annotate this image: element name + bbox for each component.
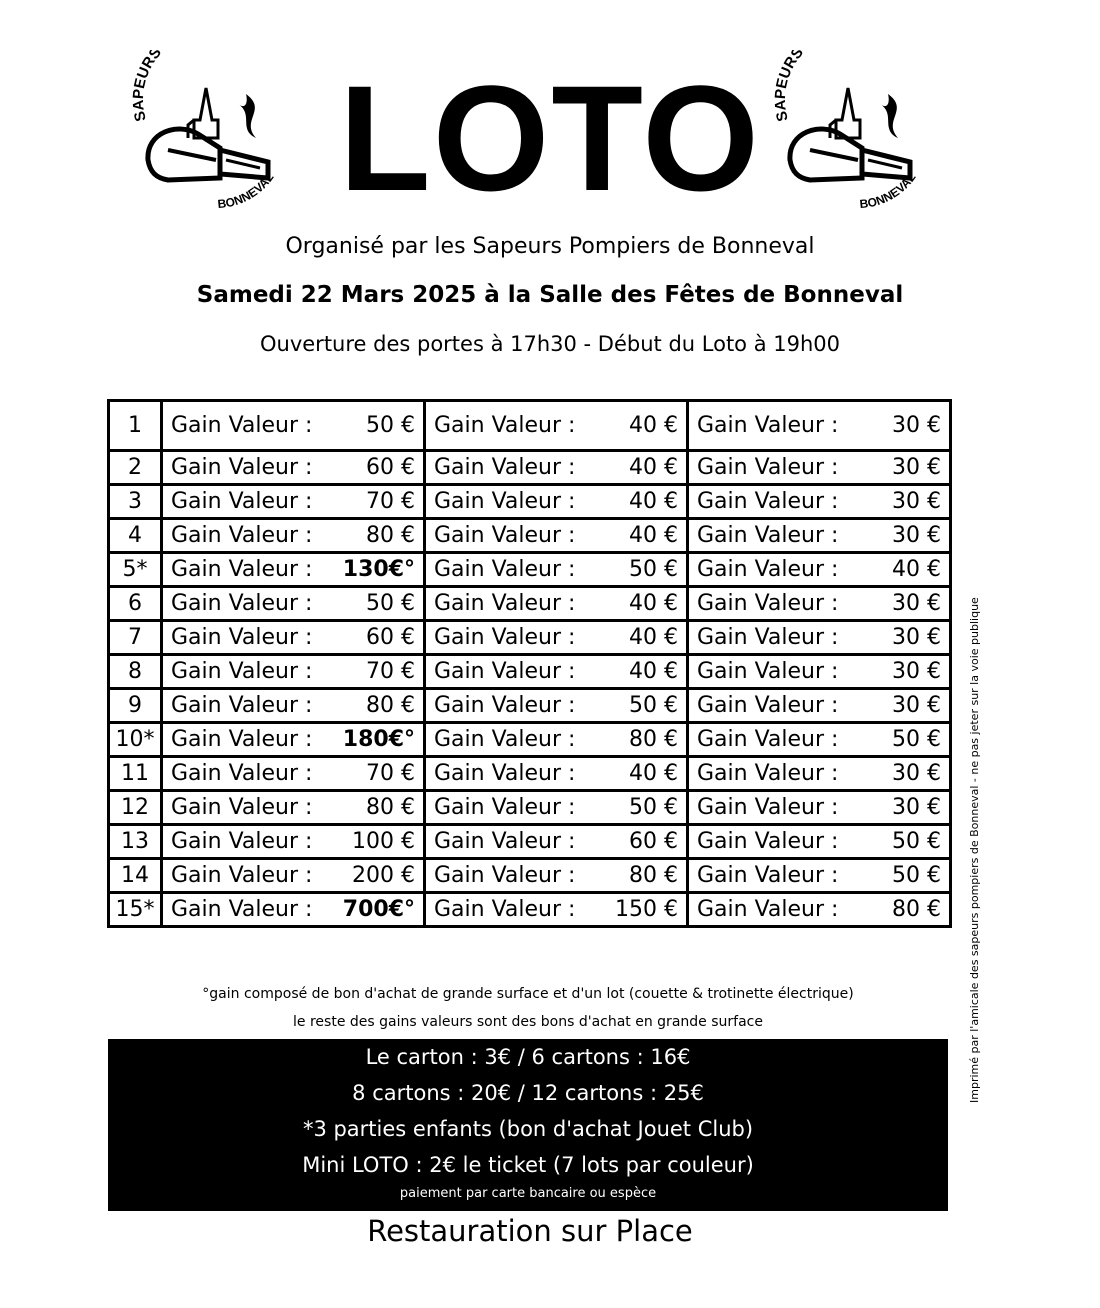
gain-label: Gain Valeur :	[171, 413, 313, 438]
prize-cell	[688, 401, 951, 451]
gain-amount: 50 €	[629, 693, 678, 718]
round-number: 2	[109, 451, 162, 485]
gain-amount: 80 €	[366, 523, 415, 548]
prize-row	[109, 621, 951, 655]
prize-cell	[162, 451, 425, 485]
prize-cell	[425, 893, 688, 927]
round-number: 3	[109, 485, 162, 519]
page-title: LOTO	[339, 54, 761, 222]
gain-label: Gain Valeur :	[697, 727, 839, 752]
gain-label: Gain Valeur :	[697, 455, 839, 480]
prize-cell	[688, 757, 951, 791]
prize-row	[109, 825, 951, 859]
gain-amount: 70 €	[366, 659, 415, 684]
gain-amount: 40 €	[629, 523, 678, 548]
gain-amount: 70 €	[366, 761, 415, 786]
gain-amount: 40 €	[629, 761, 678, 786]
prize-cell	[425, 655, 688, 689]
gain-label: Gain Valeur :	[434, 489, 576, 514]
prize-cell	[688, 791, 951, 825]
price-line: Le carton : 3€ / 6 cartons : 16€	[365, 1045, 691, 1069]
prize-cell	[688, 621, 951, 655]
catering-footer: Restauration sur Place	[367, 1214, 693, 1248]
prize-cell	[162, 553, 425, 587]
gain-label: Gain Valeur :	[434, 625, 576, 650]
gain-label: Gain Valeur :	[434, 591, 576, 616]
prize-row	[109, 451, 951, 485]
prize-table	[107, 399, 952, 928]
gain-label: Gain Valeur :	[171, 795, 313, 820]
gain-label: Gain Valeur :	[434, 897, 576, 922]
prize-cell	[425, 859, 688, 893]
gain-label: Gain Valeur :	[434, 727, 576, 752]
prize-row	[109, 655, 951, 689]
price-line: 8 cartons : 20€ / 12 cartons : 25€	[352, 1081, 704, 1105]
gain-amount: 30 €	[892, 413, 941, 438]
prize-cell	[162, 621, 425, 655]
gain-amount: 80 €	[366, 795, 415, 820]
gain-amount: 30 €	[892, 591, 941, 616]
prize-cell	[688, 859, 951, 893]
gain-label: Gain Valeur :	[434, 455, 576, 480]
round-number: 7	[109, 621, 162, 655]
prize-cell	[162, 757, 425, 791]
gain-label: Gain Valeur :	[697, 863, 839, 888]
round-number: 12	[109, 791, 162, 825]
gain-label: Gain Valeur :	[434, 795, 576, 820]
gain-amount: 30 €	[892, 625, 941, 650]
gain-label: Gain Valeur :	[434, 523, 576, 548]
gain-amount: 80 €	[629, 727, 678, 752]
prize-cell	[425, 621, 688, 655]
price-line: *3 parties enfants (bon d'achat Jouet Club)	[302, 1117, 754, 1141]
gain-amount: 40 €	[629, 591, 678, 616]
prize-cell	[425, 723, 688, 757]
gain-amount: 130€°	[342, 557, 415, 582]
round-number: 4	[109, 519, 162, 553]
prize-cell	[688, 689, 951, 723]
gain-label: Gain Valeur :	[697, 489, 839, 514]
gain-amount: 30 €	[892, 795, 941, 820]
gain-amount: 50 €	[629, 557, 678, 582]
prize-cell	[162, 791, 425, 825]
round-number: 8	[109, 655, 162, 689]
gain-label: Gain Valeur :	[171, 557, 313, 582]
prize-row	[109, 519, 951, 553]
prize-cell	[162, 401, 425, 451]
prize-cell	[688, 893, 951, 927]
gain-amount: 150 €	[615, 897, 678, 922]
gain-label: Gain Valeur :	[171, 489, 313, 514]
prize-footnote: le reste des gains valeurs sont des bons d'achat en grande surface	[293, 1014, 763, 1030]
prize-cell	[688, 485, 951, 519]
gain-amount: 80 €	[892, 897, 941, 922]
logo-bottom-text: BONNEVAL	[216, 170, 277, 210]
prize-cell	[162, 723, 425, 757]
gain-amount: 60 €	[366, 625, 415, 650]
prize-cell	[162, 859, 425, 893]
gain-label: Gain Valeur :	[697, 659, 839, 684]
prize-cell	[688, 553, 951, 587]
gain-amount: 40 €	[629, 625, 678, 650]
prize-cell	[425, 689, 688, 723]
gain-amount: 100 €	[352, 829, 415, 854]
prize-row	[109, 553, 951, 587]
prize-cell	[688, 723, 951, 757]
event-hours-line: Ouverture des portes à 17h30 - Début du Loto à 19h00	[260, 332, 840, 356]
prize-cell	[688, 825, 951, 859]
gain-label: Gain Valeur :	[434, 413, 576, 438]
gain-label: Gain Valeur :	[434, 829, 576, 854]
gain-amount: 40 €	[629, 455, 678, 480]
gain-label: Gain Valeur :	[697, 591, 839, 616]
prize-row	[109, 689, 951, 723]
round-number: 13	[109, 825, 162, 859]
gain-label: Gain Valeur :	[434, 659, 576, 684]
prize-cell	[688, 587, 951, 621]
round-number: 9	[109, 689, 162, 723]
gain-amount: 30 €	[892, 693, 941, 718]
gain-amount: 80 €	[366, 693, 415, 718]
round-number: 5*	[109, 553, 162, 587]
gain-label: Gain Valeur :	[697, 693, 839, 718]
prize-cell	[688, 451, 951, 485]
logo-bottom-text: BONNEVAL	[858, 170, 919, 210]
gain-amount: 50 €	[629, 795, 678, 820]
gain-label: Gain Valeur :	[697, 523, 839, 548]
gain-amount: 50 €	[366, 591, 415, 616]
prize-cell	[688, 655, 951, 689]
prize-cell	[162, 825, 425, 859]
gain-label: Gain Valeur :	[171, 659, 313, 684]
event-date-line: Samedi 22 Mars 2025 à la Salle des Fêtes de Bonneval	[196, 282, 904, 308]
payment-note: paiement par carte bancaire ou espèce	[399, 1186, 657, 1201]
gain-label: Gain Valeur :	[171, 897, 313, 922]
prize-cell	[162, 519, 425, 553]
gain-amount: 60 €	[629, 829, 678, 854]
prize-cell	[425, 401, 688, 451]
gain-label: Gain Valeur :	[434, 693, 576, 718]
gain-label: Gain Valeur :	[171, 863, 313, 888]
gain-amount: 30 €	[892, 659, 941, 684]
gain-amount: 50 €	[366, 413, 415, 438]
prize-cell	[425, 519, 688, 553]
price-box	[108, 1039, 948, 1211]
prize-cell	[162, 485, 425, 519]
gain-label: Gain Valeur :	[697, 625, 839, 650]
round-number: 15*	[109, 893, 162, 927]
prize-cell	[425, 825, 688, 859]
gain-amount: 70 €	[366, 489, 415, 514]
gain-label: Gain Valeur :	[171, 761, 313, 786]
round-number: 6	[109, 587, 162, 621]
gain-amount: 60 €	[366, 455, 415, 480]
prize-row	[109, 723, 951, 757]
prize-cell	[162, 893, 425, 927]
gain-amount: 50 €	[892, 829, 941, 854]
prize-cell	[162, 587, 425, 621]
gain-label: Gain Valeur :	[697, 413, 839, 438]
gain-amount: 50 €	[892, 863, 941, 888]
prize-cell	[425, 757, 688, 791]
prize-row	[109, 893, 951, 927]
gain-amount: 40 €	[892, 557, 941, 582]
gain-amount: 200 €	[352, 863, 415, 888]
gain-amount: 30 €	[892, 523, 941, 548]
gain-label: Gain Valeur :	[171, 693, 313, 718]
printer-side-note: Imprimé par l'amicale des sapeurs pompiers de Bonneval - ne pas jeter sur la voie publique	[968, 597, 981, 1103]
prize-cell	[162, 655, 425, 689]
prize-row	[109, 587, 951, 621]
gain-label: Gain Valeur :	[697, 795, 839, 820]
gain-amount: 40 €	[629, 489, 678, 514]
gain-label: Gain Valeur :	[697, 557, 839, 582]
prize-footnote: °gain composé de bon d'achat de grande surface et d'un lot (couette & trotinette électrique)	[202, 986, 854, 1002]
round-number: 11	[109, 757, 162, 791]
round-number: 10*	[109, 723, 162, 757]
prize-row	[109, 859, 951, 893]
logo-top-text: SAPEURS	[129, 50, 165, 124]
gain-amount: 40 €	[629, 659, 678, 684]
prize-row	[109, 485, 951, 519]
logo-top-text: SAPEURS	[771, 50, 807, 124]
gain-amount: 80 €	[629, 863, 678, 888]
prize-row	[109, 757, 951, 791]
gain-amount: 700€°	[342, 897, 415, 922]
gain-label: Gain Valeur :	[434, 761, 576, 786]
gain-label: Gain Valeur :	[697, 829, 839, 854]
gain-label: Gain Valeur :	[171, 455, 313, 480]
prize-row	[109, 401, 951, 451]
gain-label: Gain Valeur :	[697, 897, 839, 922]
gain-label: Gain Valeur :	[171, 727, 313, 752]
round-number: 1	[109, 401, 162, 451]
prize-cell	[425, 791, 688, 825]
prize-cell	[425, 485, 688, 519]
gain-amount: 50 €	[892, 727, 941, 752]
prize-cell	[425, 587, 688, 621]
gain-amount: 40 €	[629, 413, 678, 438]
gain-label: Gain Valeur :	[171, 625, 313, 650]
gain-label: Gain Valeur :	[434, 863, 576, 888]
prize-row	[109, 791, 951, 825]
gain-label: Gain Valeur :	[434, 557, 576, 582]
gain-label: Gain Valeur :	[171, 591, 313, 616]
prize-cell	[162, 689, 425, 723]
round-number: 14	[109, 859, 162, 893]
gain-amount: 30 €	[892, 455, 941, 480]
prize-cell	[688, 519, 951, 553]
gain-label: Gain Valeur :	[697, 761, 839, 786]
gain-amount: 30 €	[892, 489, 941, 514]
gain-amount: 30 €	[892, 761, 941, 786]
gain-label: Gain Valeur :	[171, 829, 313, 854]
price-line: Mini LOTO : 2€ le ticket (7 lots par couleur)	[302, 1153, 754, 1177]
prize-cell	[425, 451, 688, 485]
prize-cell	[425, 553, 688, 587]
gain-label: Gain Valeur :	[171, 523, 313, 548]
gain-amount: 180€°	[342, 727, 415, 752]
organiser-line: Organisé par les Sapeurs Pompiers de Bonneval	[285, 234, 815, 259]
